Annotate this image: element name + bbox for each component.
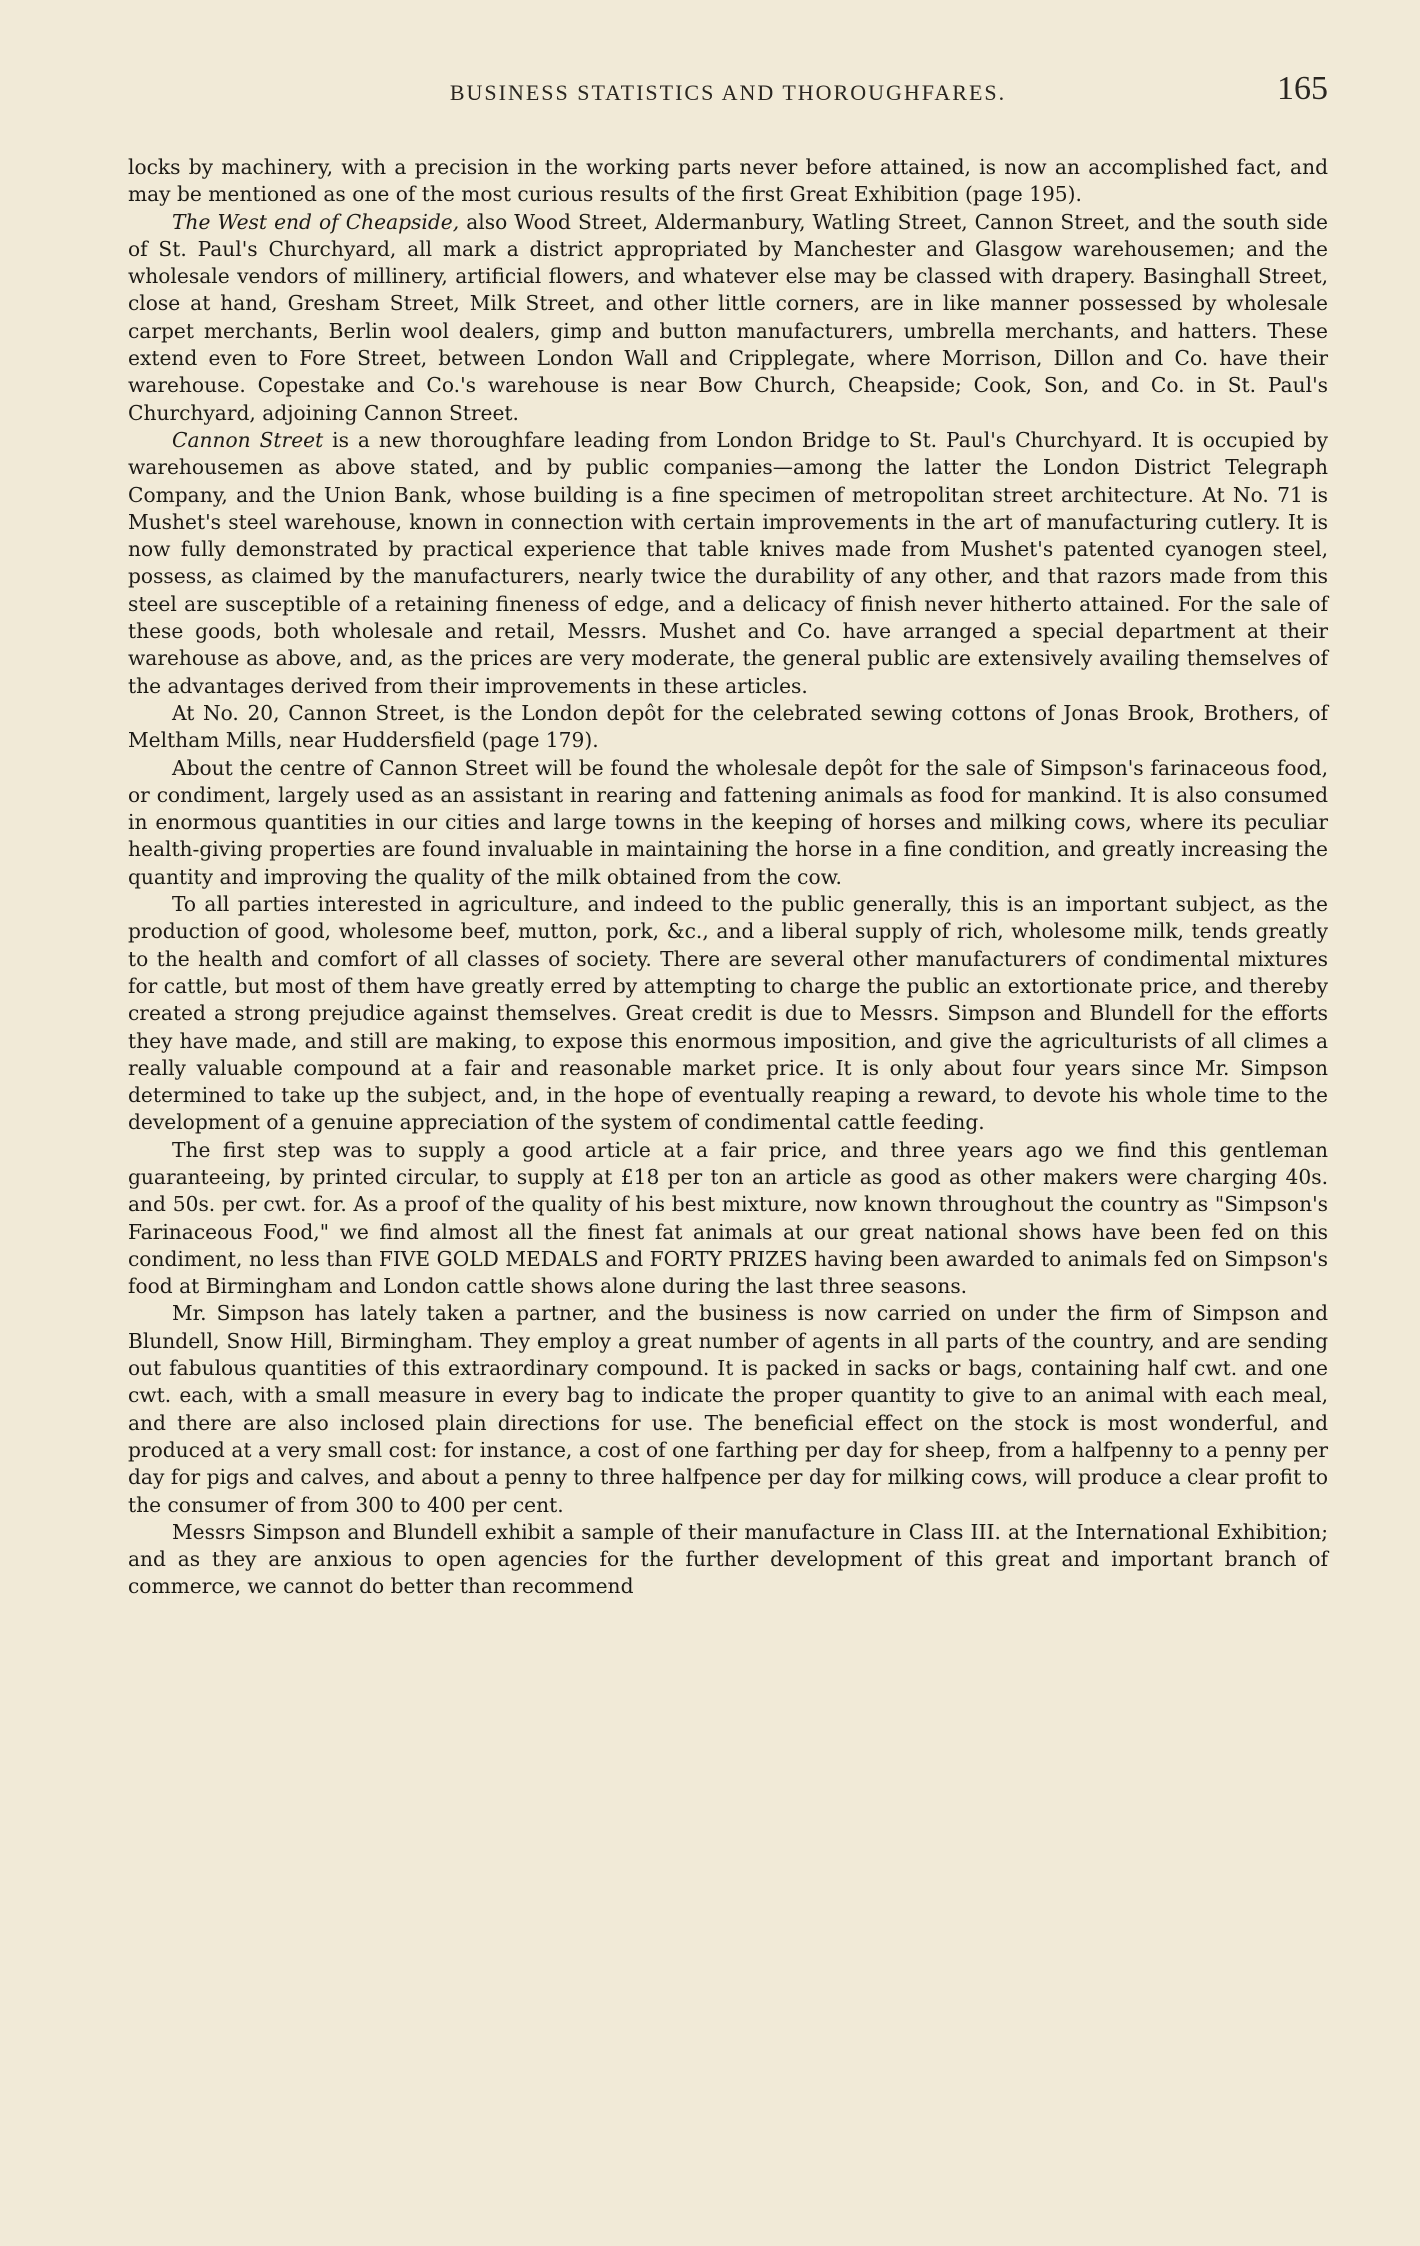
paragraph-text: locks by machinery, with a precision in the working parts never before attained, is now an accomplished fact, and may be mentioned as one of the most curious results of the first Great Exhibition (page 195). bbox=[128, 155, 1328, 207]
paragraph-lead: The West end of Cheapside, bbox=[172, 209, 460, 234]
paragraph bbox=[128, 700, 1328, 755]
paragraph bbox=[128, 891, 1328, 1137]
paragraph bbox=[128, 1300, 1328, 1518]
paragraph-text: At No. 20, Cannon Street, is the London depôt for the celebrated sewing cottons of Jonas Brook, Brothers, of Meltham Mills, near Huddersfield (page 179). bbox=[128, 700, 1328, 753]
paragraph-text: Messrs Simpson and Blundell exhibit a sample of their manufacture in Class III. at the International Exhibition; and as they are anxious to open agencies for the further development of this great and important branch of commerce, we cannot do better than recommend bbox=[128, 1519, 1328, 1599]
running-head: BUSINESS STATISTICS AND THOROUGHFARES. bbox=[449, 80, 1007, 105]
body-text bbox=[128, 154, 1328, 1601]
paragraph bbox=[128, 427, 1328, 700]
paragraph bbox=[128, 755, 1328, 891]
paragraph bbox=[128, 154, 1328, 209]
paragraph-text: is a new thoroughfare leading from London Bridge to St. Paul's Churchyard. It is occupied by warehousemen as above stated, and by public companies—among the latter the London District Telegraph Company, and the Union Bank, whose building is a fine specimen of metropolitan street architecture. At No. 71 is Mushet's steel warehouse, known in connection with certain improvements in the art of manufacturing cutlery. It is now fully demonstrated by practical experience that table knives made from Mushet's patented cyanogen steel, possess, as claimed by the manufacturers, nearly twice the durability of any other, and that razors made from this steel are susceptible of a retaining fineness of edge, and a delicacy of finish never hitherto attained. For the sale of these goods, both wholesale and retail, Messrs. Mushet and Co. have arranged a special department at their warehouse as above, and, as the prices are very moderate, the general public are extensively availing themselves of the advantages derived from their improvements in these articles. bbox=[128, 427, 1329, 698]
paragraph-text: To all parties interested in agriculture, and indeed to the public generally, this is an important subject, as the production of good, wholesome beef, mutton, pork, &c., and a liberal supply of rich, wholesome milk, tends greatly to the health and comfort of all classes of society. There are several other manufacturers of condimental mixtures for cattle, but most of them have greatly erred by attempting to charge the public an extortionate price, and thereby created a strong prejudice against themselves. Great credit is due to Messrs. Simpson and Blundell for the efforts they have made, and still are making, to expose this enormous imposition, and give the agriculturists of all climes a really valuable compound at a fair and reasonable market price. It is only about four years since Mr. Simpson determined to take up the subject, and, in the hope of eventually reaping a reward, to devote his whole time to the development of a genuine appreciation of the system of condimental cattle feeding. bbox=[128, 892, 1328, 1135]
paragraph bbox=[128, 209, 1328, 427]
paragraph-text: The first step was to supply a good article at a fair price, and three years ago we find this gentleman guaranteeing, by printed circular, to supply at £18 per ton an article as good as other makers were charging 40s. and 50s. per cwt. for. As a proof of the quality of his best mixture, now known throughout the country as "Simpson's Farinaceous Food," we find almost all the finest fat animals at our great national shows have been fed on this condiment, no less than FIVE GOLD MEDALS and FORTY PRIZES having been awarded to animals fed on Simpson's food at Birmingham and London cattle shows alone during the last three seasons. bbox=[128, 1137, 1328, 1299]
paragraph bbox=[128, 1519, 1328, 1601]
paragraph-text: About the centre of Cannon Street will be found the wholesale depôt for the sale of Simpson's farinaceous food, or condiment, largely used as an assistant in rearing and fattening animals as food for mankind. It is also consumed in enormous quantities in our cities and large towns in the keeping of horses and milking cows, where its peculiar health-giving properties are found invaluable in maintaining the horse in a fine condition, and greatly increasing the quantity and improving the quality of the milk obtained from the cow. bbox=[128, 755, 1328, 889]
paragraph bbox=[128, 1137, 1328, 1301]
paragraph-text: Mr. Simpson has lately taken a partner, and the business is now carried on under the firm of Simpson and Blundell, Snow Hill, Birmingham. They employ a great number of agents in all parts of the country, and are sending out fabulous quantities of this extraordinary compound. It is packed in sacks or bags, containing half cwt. and one cwt. each, with a small measure in every bag to indicate the proper quantity to give to an animal with each meal, and there are also inclosed plain directions for use. The beneficial effect on the stock is most wonderful, and produced at a very small cost: for instance, a cost of one farthing per day for sheep, from a halfpenny to a penny per day for pigs and calves, and about a penny to three halfpence per day for milking cows, will produce a clear profit to the consumer of from 300 to 400 per cent. bbox=[128, 1301, 1328, 1517]
paragraph-text: also Wood Street, Aldermanbury, Watling Street, Cannon Street, and the south side of St. Paul's Churchyard, all mark a district appropriated by Manchester and Glasgow warehousemen; and the wholesale vendors of millinery, artificial flowers, and whatever else may be classed with drapery. Basinghall Street, close at hand, Gresham Street, Milk Street, and other little corners, are in like manner possessed by wholesale carpet merchants, Berlin wool dealers, gimp and button manufacturers, umbrella merchants, and hatters. These extend even to Fore Street, between London Wall and Cripplegate, where Morrison, Dillon and Co. have their warehouse. Copestake and Co.'s warehouse is near Bow Church, Cheapside; Cook, Son, and Co. in St. Paul's Churchyard, adjoining Cannon Street. bbox=[128, 209, 1328, 425]
page-number: 165 bbox=[1277, 70, 1328, 107]
page-header bbox=[128, 58, 1328, 116]
paragraph-lead: Cannon Street bbox=[172, 427, 324, 452]
